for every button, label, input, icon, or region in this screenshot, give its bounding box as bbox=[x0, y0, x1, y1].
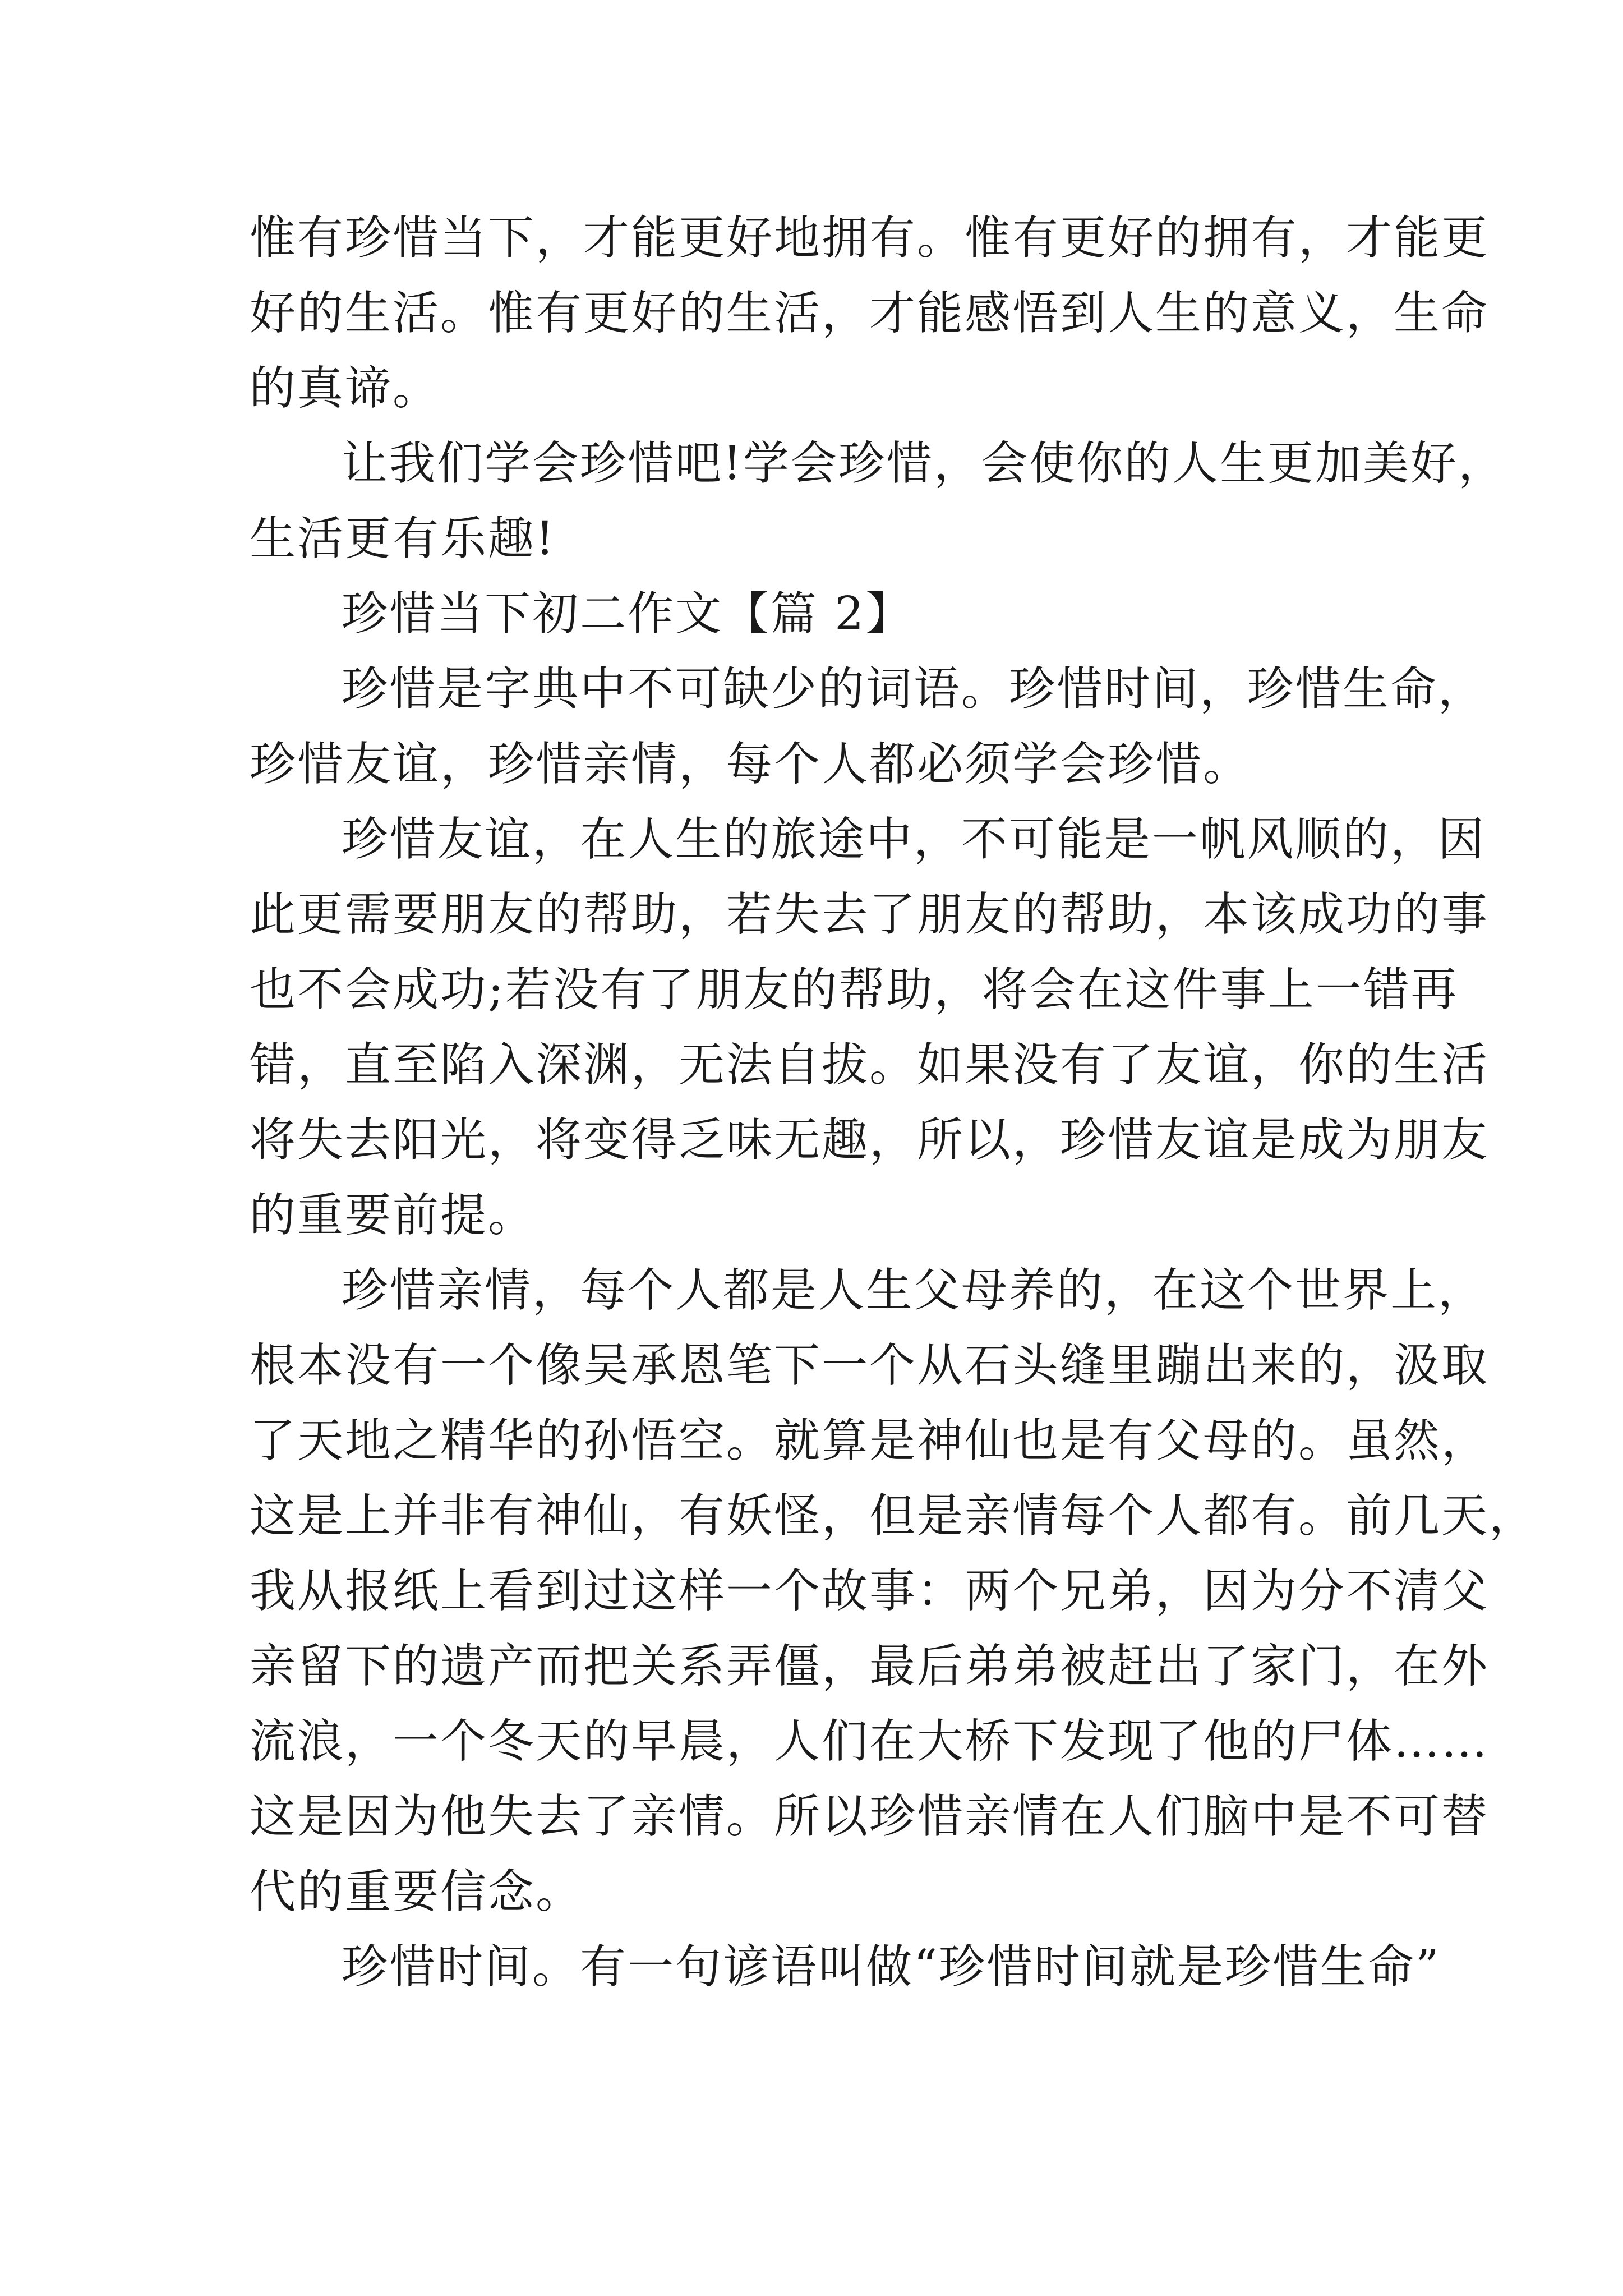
text-line: 好的生活。惟有更好的生活，才能感悟到人生的意义，生命 bbox=[250, 287, 1490, 340]
text-line: 我从报纸上看到过这样一个故事：两个兄弟，因为分不清父 bbox=[250, 1565, 1490, 1618]
text-line: 珍惜是字典中不可缺少的词语。珍惜时间，珍惜生命， bbox=[342, 662, 1486, 716]
text-line: 根本没有一个像吴承恩笔下一个从石头缝里蹦出来的，汲取 bbox=[250, 1339, 1490, 1392]
text-line: 将失去阳光，将变得乏味无趣，所以，珍惜友谊是成为朋友 bbox=[250, 1114, 1490, 1167]
document-body bbox=[250, 201, 1537, 2005]
text-line: 的重要前提。 bbox=[250, 1189, 536, 1242]
text-line: 让我们学会珍惜吧!学会珍惜，会使你的人生更加美好， bbox=[342, 437, 1506, 490]
text-line: 的真谛。 bbox=[250, 362, 441, 415]
text-line: 这是因为他失去了亲情。所以珍惜亲情在人们脑中是不可替 bbox=[250, 1790, 1490, 1843]
text-line: 珍惜亲情，每个人都是人生父母养的，在这个世界上， bbox=[342, 1264, 1486, 1317]
text-line: 代的重要信念。 bbox=[250, 1865, 584, 1918]
text-line: 亲留下的遗产而把关系弄僵，最后弟弟被赶出了家门，在外 bbox=[250, 1640, 1490, 1693]
text-line: 流浪，一个冬天的早晨，人们在大桥下发现了他的尸体…… bbox=[250, 1715, 1490, 1768]
text-line: 这是上并非有神仙，有妖怪，但是亲情每个人都有。前几天， bbox=[250, 1489, 1537, 1543]
text-line: 珍惜友谊，珍惜亲情，每个人都必须学会珍惜。 bbox=[250, 738, 1251, 791]
text-line: 也不会成功;若没有了朋友的帮助，将会在这件事上一错再 bbox=[250, 963, 1459, 1016]
text-line: 惟有珍惜当下，才能更好地拥有。惟有更好的拥有，才能更 bbox=[250, 211, 1490, 265]
text-line: 了天地之精华的孙悟空。就算是神仙也是有父母的。虽然， bbox=[250, 1414, 1490, 1467]
text-line: 错，直至陷入深渊，无法自拔。如果没有了友谊，你的生活 bbox=[250, 1038, 1490, 1092]
text-line: 此更需要朋友的帮助，若失去了朋友的帮助，本该成功的事 bbox=[250, 888, 1490, 941]
section-heading: 珍惜当下初二作文【篇 2】 bbox=[342, 587, 914, 641]
text-line: 生活更有乐趣! bbox=[250, 512, 556, 565]
text-line: 珍惜时间。有一句谚语叫做“珍惜时间就是珍惜生命” bbox=[342, 1940, 1441, 1994]
text-line: 珍惜友谊，在人生的旅途中，不可能是一帆风顺的，因 bbox=[342, 813, 1486, 866]
